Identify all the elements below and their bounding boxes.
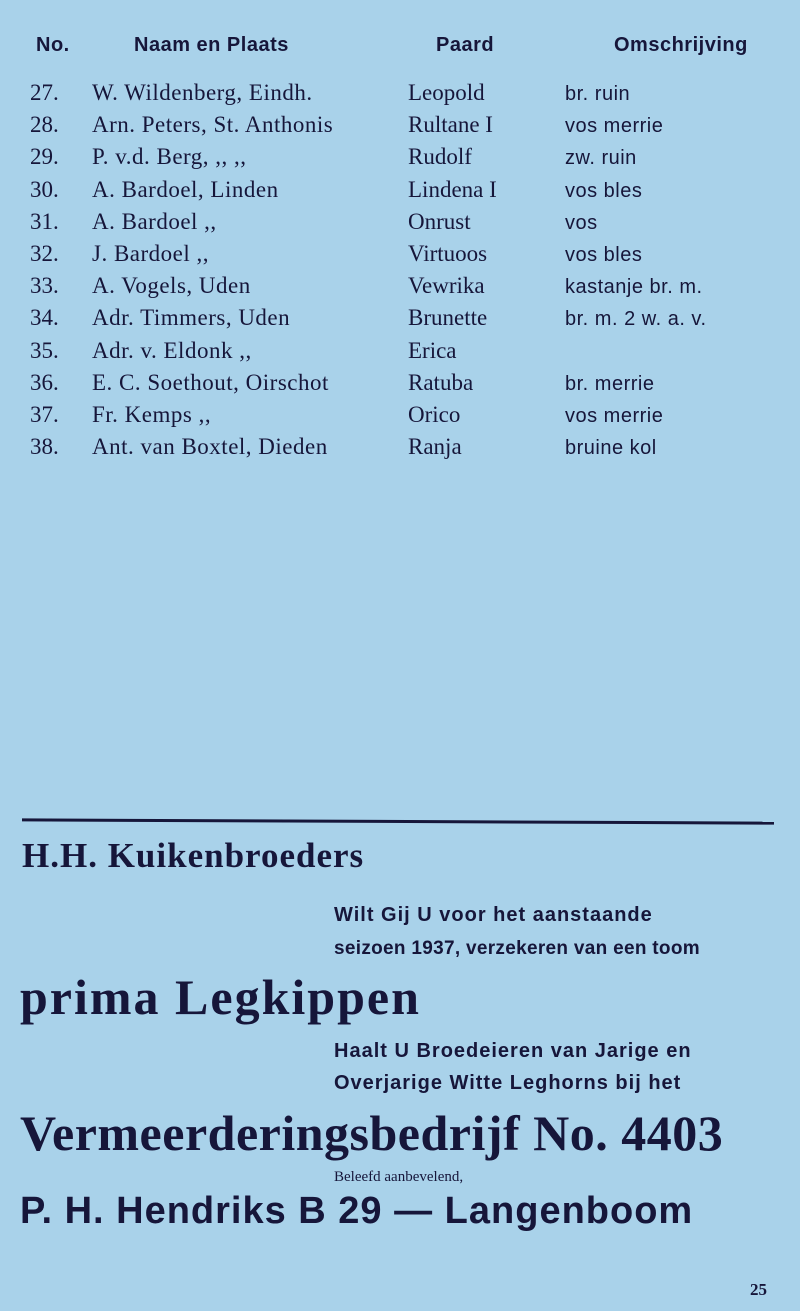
cell-omschrijving: br. m. 2 w. a. v. [565, 308, 707, 331]
cell-naam: P. v.d. Berg, ,, ,, [92, 144, 247, 170]
cell-paard: Orico [408, 402, 461, 427]
cell-omschrijving: br. merrie [565, 372, 655, 395]
table-row [0, 370, 800, 402]
cell-no: 38. [30, 434, 59, 460]
cell-no: 31. [30, 208, 59, 234]
cell-no: 36. [30, 369, 59, 395]
ad-line-2: seizoen 1937, verzekeren van een toom [334, 938, 700, 959]
cell-naam: Arn. Peters, St. Anthonis [92, 112, 334, 138]
header-naam: Naam en Plaats [134, 34, 289, 56]
cell-no: 27. [30, 80, 59, 105]
cell-no: 30. [30, 176, 59, 202]
cell-no: 28. [30, 112, 59, 138]
ad-address: P. H. Hendriks B 29 — Langenboom [20, 1190, 694, 1232]
cell-naam: E. C. Soethout, Oirschot [92, 369, 329, 395]
cell-naam: A. Bardoel ,, [92, 208, 217, 234]
cell-paard: Ratuba [408, 369, 474, 395]
ad-line-4: Overjarige Witte Leghorns bij het [334, 1072, 682, 1094]
page-number: 25 [750, 1280, 767, 1299]
cell-paard: Lindena I [408, 176, 497, 202]
cell-omschrijving: vos bles [565, 244, 643, 266]
header-no: No. [36, 34, 70, 56]
table-row [0, 209, 800, 241]
cell-paard: Virtuoos [408, 241, 488, 266]
table-row [0, 144, 800, 176]
cell-omschrijving: bruine kol [565, 437, 657, 460]
cell-paard: Vewrika [408, 273, 485, 299]
ad-line-3: Haalt U Broedeieren van Jarige en [334, 1040, 692, 1062]
header-omschrijving: Omschrijving [614, 34, 748, 56]
cell-naam: W. Wildenberg, Eindh. [92, 80, 313, 105]
ad-heading: H.H. Kuikenbroeders [22, 836, 365, 875]
cell-omschrijving: zw. ruin [565, 147, 637, 170]
cell-paard: Rudolf [408, 144, 472, 170]
cell-paard: Ranja [408, 434, 462, 460]
cell-naam: Fr. Kemps ,, [92, 402, 212, 427]
table-row [0, 80, 800, 112]
header-paard: Paard [436, 34, 495, 56]
cell-paard: Brunette [408, 305, 488, 331]
table-row [0, 305, 800, 337]
cell-naam: Ant. van Boxtel, Dieden [92, 434, 328, 460]
divider-line [22, 818, 774, 824]
cell-naam: J. Bardoel ,, [92, 241, 210, 266]
cell-paard: Erica [408, 337, 457, 363]
cell-omschrijving: br. ruin [565, 83, 631, 105]
cell-paard: Rultane I [408, 112, 493, 138]
cell-omschrijving: vos [565, 211, 598, 234]
cell-omschrijving: vos bles [565, 179, 643, 202]
table-row [0, 273, 800, 305]
cell-omschrijving: vos merrie [565, 115, 664, 138]
cell-no: 34. [30, 305, 59, 331]
table-row [0, 241, 800, 273]
table-row [0, 434, 800, 466]
cell-omschrijving: vos merrie [565, 405, 664, 427]
cell-paard: Leopold [408, 80, 485, 105]
table-row [0, 402, 800, 434]
cell-no: 37. [30, 402, 59, 427]
ad-closing: Beleefd aanbevelend, [334, 1169, 464, 1185]
ad-headline-legkippen: prima Legkippen [20, 969, 421, 1025]
cell-naam: Adr. v. Eldonk ,, [92, 337, 252, 363]
ad-headline-bedrijf: Vermeerderingsbedrijf No. 4403 [20, 1105, 724, 1161]
table-row [0, 112, 800, 144]
cell-naam: A. Vogels, Uden [92, 273, 251, 299]
cell-paard: Onrust [408, 208, 471, 234]
cell-no: 35. [30, 337, 59, 363]
table-row [0, 177, 800, 209]
cell-naam: Adr. Timmers, Uden [92, 305, 291, 331]
cell-no: 32. [30, 241, 59, 266]
cell-omschrijving: kastanje br. m. [565, 276, 703, 299]
ad-line-1: Wilt Gij U voor het aanstaande [334, 904, 653, 926]
table-row [0, 338, 800, 370]
cell-no: 33. [30, 273, 59, 299]
cell-no: 29. [30, 144, 59, 170]
cell-naam: A. Bardoel, Linden [92, 176, 279, 202]
